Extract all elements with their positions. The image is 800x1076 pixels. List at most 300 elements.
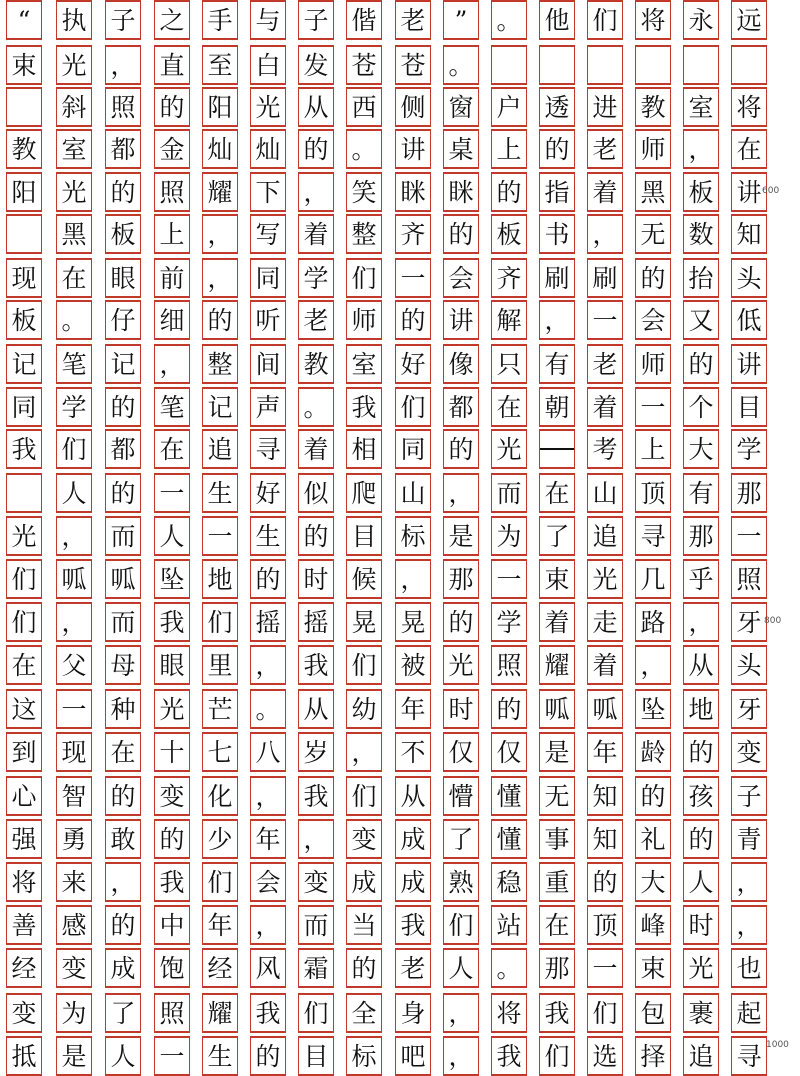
grid-cell [154, 387, 190, 427]
char: 青 [736, 824, 762, 854]
char: 阳 [11, 177, 37, 207]
grid-cell [731, 0, 767, 40]
grid-cell [587, 45, 623, 85]
char: 板 [11, 305, 37, 335]
grid-cell [346, 559, 382, 599]
grid-cell [250, 172, 286, 212]
char: ， [544, 305, 570, 335]
char: 站 [496, 910, 522, 940]
grid-cell [683, 948, 719, 988]
char: 选 [592, 1041, 618, 1071]
grid-cell [56, 0, 92, 40]
grid-cell [202, 948, 238, 988]
grid-cell [154, 862, 190, 902]
char: 的 [110, 177, 136, 207]
grid-cell [683, 819, 719, 859]
char: 眯 [448, 177, 474, 207]
char: 笑 [351, 177, 377, 207]
grid-cell [443, 87, 479, 127]
grid-cell [250, 689, 286, 729]
char: 们 [207, 607, 233, 637]
grid-cell [202, 258, 238, 298]
grid-cell [539, 689, 575, 729]
grid-row [0, 993, 760, 1033]
char: 了 [544, 521, 570, 551]
grid-cell [635, 905, 671, 945]
grid-cell [635, 45, 671, 85]
char: 成 [400, 867, 426, 897]
char: 的 [448, 607, 474, 637]
char: 书 [544, 219, 570, 249]
grid-cell [346, 258, 382, 298]
grid-cell [6, 819, 42, 859]
grid-cell [154, 516, 190, 556]
char: 相 [351, 434, 377, 464]
char: 老 [592, 134, 618, 164]
grid-cell [346, 87, 382, 127]
char: 在 [544, 910, 570, 940]
grid-cell [491, 429, 527, 469]
grid-row [0, 429, 760, 469]
char: ， [448, 478, 474, 508]
char: 稳 [496, 867, 522, 897]
char: 大 [640, 867, 666, 897]
grid-cell [154, 948, 190, 988]
grid-cell [731, 948, 767, 988]
grid-cell [443, 732, 479, 772]
grid-cell [202, 87, 238, 127]
grid-cell [443, 300, 479, 340]
grid-cell [250, 993, 286, 1033]
char: 勇 [61, 824, 87, 854]
grid-cell [635, 429, 671, 469]
grid-cell [154, 258, 190, 298]
grid-cell [395, 87, 431, 127]
char: 中 [159, 910, 185, 940]
grid-cell [105, 344, 141, 384]
char: 了 [448, 824, 474, 854]
char: 光 [496, 434, 522, 464]
char: 经 [11, 953, 37, 983]
char: 们 [592, 5, 618, 35]
grid-cell [635, 344, 671, 384]
char: 一 [736, 521, 762, 551]
char: 年 [255, 824, 281, 854]
grid-cell [202, 602, 238, 642]
grid-row [0, 776, 760, 816]
char: 讲 [400, 134, 426, 164]
char: 。 [496, 5, 522, 35]
grid-cell [731, 993, 767, 1033]
grid-cell [250, 645, 286, 685]
grid-cell [491, 473, 527, 513]
grid-cell [105, 214, 141, 254]
grid-cell [587, 387, 623, 427]
char: 。 [61, 305, 87, 335]
grid-cell [105, 602, 141, 642]
grid-cell [395, 214, 431, 254]
grid-cell [346, 948, 382, 988]
char: 山 [400, 478, 426, 508]
grid-cell [105, 1036, 141, 1076]
char: 又 [688, 305, 714, 335]
char: 灿 [255, 134, 281, 164]
char: 当 [351, 910, 377, 940]
grid-cell [539, 258, 575, 298]
grid-cell [202, 993, 238, 1033]
grid-cell [202, 429, 238, 469]
char: 有 [688, 478, 714, 508]
grid-cell [105, 129, 141, 169]
grid-cell [683, 45, 719, 85]
char: 白 [255, 50, 281, 80]
grid-cell [731, 516, 767, 556]
grid-cell [298, 344, 334, 384]
grid-cell [635, 87, 671, 127]
grid-cell [6, 344, 42, 384]
char: 一 [159, 1041, 185, 1071]
char: 阳 [207, 92, 233, 122]
char: 像 [448, 349, 474, 379]
char: 抬 [688, 263, 714, 293]
grid-cell [346, 862, 382, 902]
grid-cell [491, 172, 527, 212]
char: 了 [110, 998, 136, 1028]
char: 好 [255, 478, 281, 508]
grid-cell [56, 387, 92, 427]
char: 黑 [61, 219, 87, 249]
char: 在 [159, 434, 185, 464]
char: 上 [159, 219, 185, 249]
grid-cell [635, 993, 671, 1033]
char: 一 [592, 305, 618, 335]
grid-cell [491, 602, 527, 642]
char: 照 [736, 564, 762, 594]
grid-cell [298, 689, 334, 729]
grid-cell [56, 214, 92, 254]
grid-cell [250, 258, 286, 298]
char: 我 [303, 650, 329, 680]
grid-row [0, 172, 760, 212]
char: ， [448, 1041, 474, 1071]
grid-cell [6, 732, 42, 772]
grid-cell [683, 87, 719, 127]
grid-cell [539, 87, 575, 127]
grid-cell [154, 559, 190, 599]
grid-cell [395, 689, 431, 729]
grid-cell [395, 905, 431, 945]
grid-cell [491, 344, 527, 384]
grid-cell [6, 559, 42, 599]
char: 在 [110, 737, 136, 767]
grid-cell [539, 905, 575, 945]
char: 他 [544, 5, 570, 35]
grid-cell [491, 300, 527, 340]
grid-cell [346, 214, 382, 254]
grid-cell [298, 1036, 334, 1076]
grid-cell [298, 172, 334, 212]
grid-cell [298, 258, 334, 298]
char: 数 [688, 219, 714, 249]
grid-cell [587, 473, 623, 513]
grid-cell [491, 948, 527, 988]
grid-cell [443, 862, 479, 902]
char: 记 [11, 349, 37, 379]
grid-row [0, 905, 760, 945]
char: 前 [159, 263, 185, 293]
grid-cell [539, 344, 575, 384]
grid-cell [395, 387, 431, 427]
char: 束 [640, 953, 666, 983]
grid-cell [202, 300, 238, 340]
char: 生 [207, 478, 233, 508]
char: ， [255, 650, 281, 680]
grid-cell [298, 0, 334, 40]
char: 智 [61, 781, 87, 811]
char: 生 [255, 521, 281, 551]
grid-cell [154, 602, 190, 642]
grid-cell [539, 602, 575, 642]
char: 着 [544, 607, 570, 637]
char: 一 [592, 953, 618, 983]
char: 候 [351, 564, 377, 594]
grid-cell [56, 429, 92, 469]
grid-cell [346, 689, 382, 729]
grid-cell [250, 776, 286, 816]
char: 。 [496, 953, 522, 983]
grid-cell [202, 214, 238, 254]
grid-cell [105, 172, 141, 212]
dash-mark [540, 448, 574, 450]
char: ， [688, 134, 714, 164]
grid-cell [587, 0, 623, 40]
char: 目 [351, 521, 377, 551]
grid-cell [202, 732, 238, 772]
grid-cell [298, 732, 334, 772]
grid-cell [731, 689, 767, 729]
char: 呱 [61, 564, 87, 594]
char: 一 [207, 521, 233, 551]
grid-cell [539, 559, 575, 599]
grid-cell [539, 473, 575, 513]
grid-cell [6, 387, 42, 427]
char: 耀 [544, 650, 570, 680]
grid-cell [491, 559, 527, 599]
char: 重 [544, 867, 570, 897]
grid-cell [6, 689, 42, 729]
grid-row [0, 862, 760, 902]
char: 全 [351, 998, 377, 1028]
char: 的 [448, 434, 474, 464]
grid-cell [635, 732, 671, 772]
grid-cell [395, 0, 431, 40]
char: 山 [592, 478, 618, 508]
char: 呱 [544, 694, 570, 724]
char: 而 [110, 521, 136, 551]
grid-cell [683, 732, 719, 772]
char: 成 [351, 867, 377, 897]
char: 善 [11, 910, 37, 940]
grid-cell [250, 819, 286, 859]
char: 地 [207, 564, 233, 594]
char: 照 [496, 650, 522, 680]
grid-cell [395, 344, 431, 384]
char: 吧 [400, 1041, 426, 1071]
char: 那 [688, 521, 714, 551]
char: 子 [736, 781, 762, 811]
grid-cell [683, 602, 719, 642]
char: 仅 [496, 737, 522, 767]
char: 们 [351, 263, 377, 293]
char: 寻 [255, 434, 281, 464]
grid-cell [491, 732, 527, 772]
char: 七 [207, 737, 233, 767]
char: 变 [159, 781, 185, 811]
char: ， [303, 824, 329, 854]
grid-cell [56, 129, 92, 169]
grid-cell [105, 819, 141, 859]
char: 光 [61, 50, 87, 80]
char: 至 [207, 50, 233, 80]
char: 间 [255, 349, 281, 379]
char: 们 [400, 392, 426, 422]
char: 照 [159, 998, 185, 1028]
grid-row [0, 387, 760, 427]
grid-cell [587, 948, 623, 988]
grid-row [0, 645, 760, 685]
char: 会 [255, 867, 281, 897]
char: 的 [303, 134, 329, 164]
grid-cell [105, 645, 141, 685]
char: 束 [544, 564, 570, 594]
grid-row [0, 87, 760, 127]
char: 人 [159, 521, 185, 551]
char: 那 [736, 478, 762, 508]
char: 灿 [207, 134, 233, 164]
grid-cell [154, 429, 190, 469]
grid-cell [635, 172, 671, 212]
char: ， [110, 50, 136, 80]
grid-cell [298, 862, 334, 902]
char: 的 [448, 219, 474, 249]
char: 老 [400, 5, 426, 35]
char: 从 [303, 92, 329, 122]
char: 照 [110, 92, 136, 122]
grid-cell [683, 172, 719, 212]
char: 眼 [159, 650, 185, 680]
char: 斜 [61, 92, 87, 122]
char: 耀 [207, 177, 233, 207]
char: ， [351, 737, 377, 767]
char: 从 [688, 650, 714, 680]
grid-cell [635, 129, 671, 169]
char: 有 [544, 349, 570, 379]
grid-cell [443, 905, 479, 945]
char: 手 [207, 5, 233, 35]
char: 乎 [688, 564, 714, 594]
grid-cell [298, 473, 334, 513]
char: 学 [736, 434, 762, 464]
char: 人 [688, 867, 714, 897]
char: 在 [61, 263, 87, 293]
grid-cell [6, 473, 42, 513]
grid-cell [395, 129, 431, 169]
grid-cell [683, 129, 719, 169]
char: 追 [688, 1041, 714, 1071]
char: 知 [592, 781, 618, 811]
char: 着 [303, 434, 329, 464]
grid-cell [154, 776, 190, 816]
grid-cell [346, 819, 382, 859]
grid-cell [154, 45, 190, 85]
grid-cell [346, 776, 382, 816]
char: 一 [496, 564, 522, 594]
grid-cell [56, 300, 92, 340]
grid-cell [683, 344, 719, 384]
grid-cell [56, 45, 92, 85]
grid-cell [635, 559, 671, 599]
grid-cell [346, 993, 382, 1033]
char: 饱 [159, 953, 185, 983]
grid-cell [635, 862, 671, 902]
char: 在 [11, 650, 37, 680]
grid-cell [587, 429, 623, 469]
char: 齐 [400, 219, 426, 249]
grid-cell [395, 993, 431, 1033]
char: 光 [448, 650, 474, 680]
char: 在 [736, 134, 762, 164]
char: 顶 [592, 910, 618, 940]
grid-row [0, 0, 760, 40]
grid-cell [443, 45, 479, 85]
char: 八 [255, 737, 281, 767]
char: 年 [207, 910, 233, 940]
char: ， [448, 998, 474, 1028]
grid-cell [56, 602, 92, 642]
grid-cell [154, 344, 190, 384]
char: 指 [544, 177, 570, 207]
char: 的 [159, 92, 185, 122]
char: 事 [544, 824, 570, 854]
grid-cell [635, 258, 671, 298]
grid-cell [683, 473, 719, 513]
char: 的 [400, 305, 426, 335]
char: 晃 [400, 607, 426, 637]
grid-cell [443, 0, 479, 40]
char: 着 [592, 177, 618, 207]
grid-cell [154, 300, 190, 340]
char: 晃 [351, 607, 377, 637]
grid-cell [587, 776, 623, 816]
grid-cell [298, 776, 334, 816]
char: 笔 [159, 392, 185, 422]
char: 呱 [592, 694, 618, 724]
char: 我 [159, 607, 185, 637]
char: 光 [688, 953, 714, 983]
grid-cell [250, 344, 286, 384]
char: 与 [255, 5, 281, 35]
char: 们 [11, 607, 37, 637]
grid-cell [395, 948, 431, 988]
char: 教 [303, 349, 329, 379]
grid-cell [154, 87, 190, 127]
grid-cell [105, 387, 141, 427]
char: 朝 [544, 392, 570, 422]
grid-row [0, 948, 760, 988]
char: 到 [11, 737, 37, 767]
char: 子 [110, 5, 136, 35]
char: 。 [303, 392, 329, 422]
